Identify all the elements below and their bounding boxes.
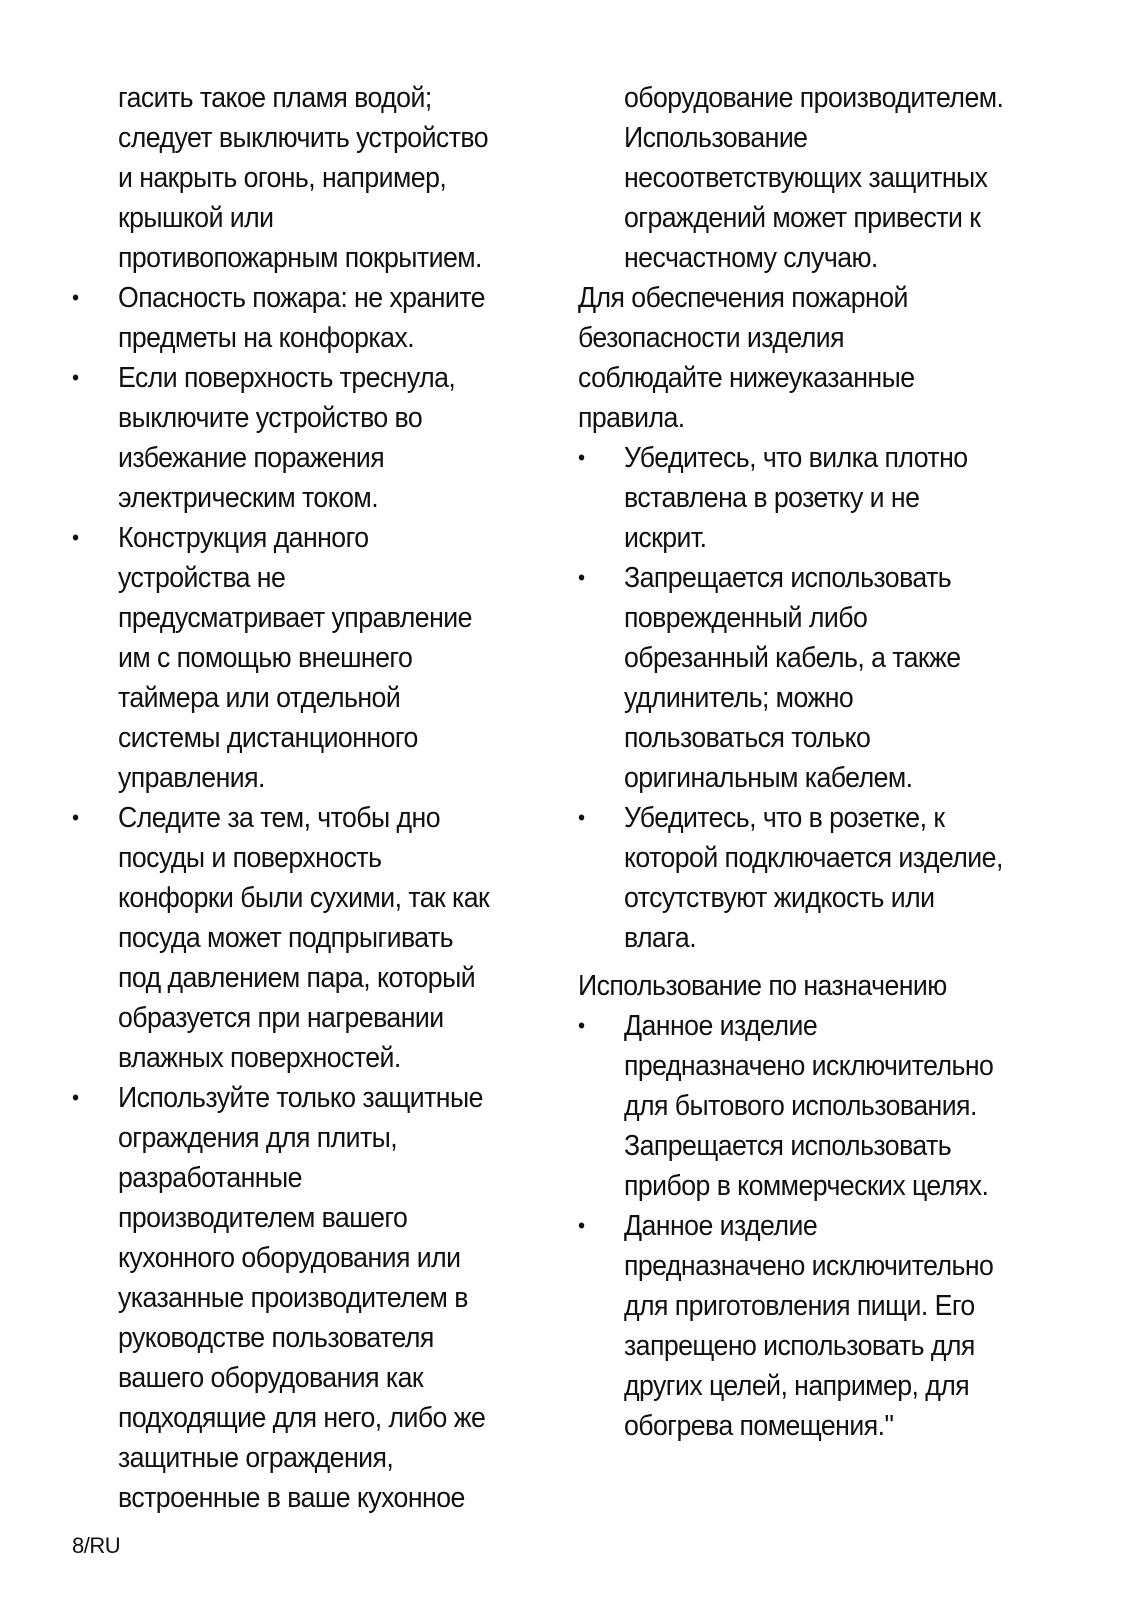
text-line: конфорки были сухими, так как	[118, 882, 490, 914]
text-line: электрическим током.	[118, 482, 379, 514]
text-line: и накрыть огонь, например,	[118, 162, 447, 194]
text-line: управления.	[118, 762, 265, 794]
text-line: соблюдайте нижеуказанные	[578, 362, 915, 394]
text-line: Убедитесь, что вилка плотно	[624, 442, 968, 474]
list-item	[578, 1006, 1078, 1206]
bullet-icon: •	[578, 565, 585, 590]
list-item	[578, 798, 1078, 958]
bullet-icon: •	[72, 805, 79, 830]
text-line: Использование	[624, 122, 808, 154]
text-line: других целей, например, для	[624, 1370, 970, 1402]
list-item	[72, 278, 542, 358]
text-line: им с помощью внешнего	[118, 642, 413, 674]
text-line: следует выключить устройство	[118, 122, 488, 154]
list-item	[578, 438, 1078, 558]
text-line: правила.	[578, 402, 685, 434]
list-item	[578, 1206, 1078, 1446]
text-line: указанные производителем в	[118, 1282, 468, 1314]
list-item	[72, 1078, 542, 1518]
text-line: удлинитель; можно	[624, 682, 854, 714]
list-item	[578, 558, 1078, 798]
continuation-text	[72, 78, 542, 278]
text-line: Запрещается использовать	[624, 1130, 952, 1162]
bullet-icon: •	[72, 1085, 79, 1110]
text-line: вставлена в розетку и не	[624, 482, 920, 514]
text-line: вашего оборудования как	[118, 1362, 423, 1394]
text-line: таймера или отдельной	[118, 682, 401, 714]
text-line: оборудование производителем.	[624, 82, 1004, 114]
bullet-icon: •	[72, 525, 79, 550]
section-heading: Использование по назначению	[578, 970, 947, 1002]
text-line: образуется при нагревании	[118, 1002, 444, 1034]
bullet-icon: •	[578, 805, 585, 830]
continuation-text	[578, 78, 1078, 278]
spacer	[578, 958, 1078, 966]
text-line: Для обеспечения пожарной	[578, 282, 908, 314]
text-line: безопасности изделия	[578, 322, 845, 354]
bullet-icon: •	[72, 285, 79, 310]
list-item	[72, 358, 542, 518]
text-line: Убедитесь, что в розетке, к	[624, 802, 945, 834]
text-line: посуда может подпрыгивать	[118, 922, 454, 954]
page-number: 8/RU	[72, 1533, 121, 1558]
text-line: которой подключается изделие,	[624, 842, 1003, 874]
text-line: для приготовления пищи. Его	[624, 1290, 975, 1322]
text-line: под давлением пара, который	[118, 962, 476, 994]
text-line: ограждения для плиты,	[118, 1122, 398, 1154]
text-line: запрещено использовать для	[624, 1330, 975, 1362]
text-line: несчастному случаю.	[624, 242, 878, 274]
text-line: устройства не	[118, 562, 286, 594]
text-line: гасить такое пламя водой;	[118, 82, 432, 114]
text-line: ограждений может привести к	[624, 202, 981, 234]
text-line: Следите за тем, чтобы дно	[118, 802, 441, 834]
text-line: Конструкция данного	[118, 522, 369, 554]
text-line: для бытового использования.	[624, 1090, 977, 1122]
text-line: предназначено исключительно	[624, 1250, 994, 1282]
text-line: предусматривает управление	[118, 602, 472, 634]
list-item	[72, 798, 542, 1078]
right-column	[578, 78, 1078, 1446]
text-line: выключите устройство во	[118, 402, 423, 434]
text-line: обрезанный кабель, а также	[624, 642, 961, 674]
text-line: встроенные в ваше кухонное	[118, 1482, 465, 1514]
list-item	[72, 518, 542, 798]
text-line: предметы на конфорках.	[118, 322, 415, 354]
text-line: Данное изделие	[624, 1010, 818, 1042]
text-line: отсутствуют жидкость или	[624, 882, 935, 914]
text-line: кухонного оборудования или	[118, 1242, 461, 1274]
text-line: прибор в коммерческих целях.	[624, 1170, 989, 1202]
bullet-icon: •	[578, 1213, 585, 1238]
text-line: разработанные	[118, 1162, 302, 1194]
text-line: оригинальным кабелем.	[624, 762, 913, 794]
text-line: пользоваться только	[624, 722, 871, 754]
bullet-icon: •	[72, 365, 79, 390]
text-line: Используйте только защитные	[118, 1082, 483, 1114]
text-line: системы дистанционного	[118, 722, 418, 754]
bullet-icon: •	[578, 445, 585, 470]
text-line: обогрева помещения."	[624, 1410, 894, 1442]
text-line: защитные ограждения,	[118, 1442, 394, 1474]
bullet-icon: •	[578, 1013, 585, 1038]
text-line: Если поверхность треснула,	[118, 362, 456, 394]
text-line: руководстве пользователя	[118, 1322, 434, 1354]
text-line: влажных поверхностей.	[118, 1042, 401, 1074]
text-line: производителем вашего	[118, 1202, 408, 1234]
text-line: крышкой или	[118, 202, 274, 234]
text-line: Опасность пожара: не храните	[118, 282, 485, 314]
text-line: посуды и поверхность	[118, 842, 382, 874]
text-line: Данное изделие	[624, 1210, 818, 1242]
intro-paragraph	[578, 278, 1078, 438]
text-line: несоответствующих защитных	[624, 162, 988, 194]
text-line: противопожарным покрытием.	[118, 242, 482, 274]
text-line: предназначено исключительно	[624, 1050, 994, 1082]
text-line: Запрещается использовать	[624, 562, 952, 594]
text-line: влага.	[624, 922, 697, 954]
left-column	[72, 78, 542, 1518]
text-line: поврежденный либо	[624, 602, 868, 634]
text-line: избежание поражения	[118, 442, 385, 474]
text-line: искрит.	[624, 522, 707, 554]
text-line: подходящие для него, либо же	[118, 1402, 486, 1434]
